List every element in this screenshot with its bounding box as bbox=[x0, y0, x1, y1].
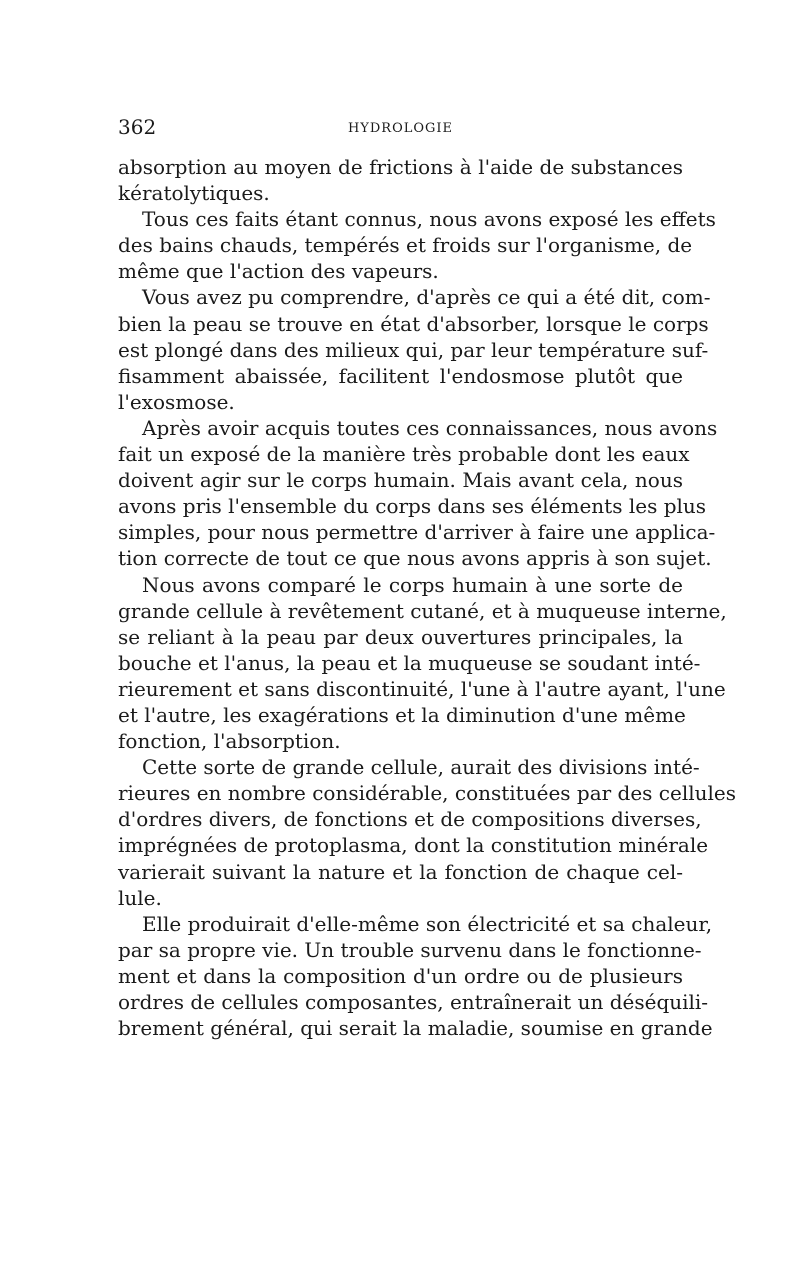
text-line: kératolytiques. bbox=[118, 181, 270, 206]
text-line: par sa propre vie. Un trouble survenu dans le fonctionne- bbox=[118, 937, 702, 962]
text-line: lule. bbox=[118, 885, 162, 910]
text-line: Vous avez pu comprendre, d'après ce qui a été dit, com- bbox=[142, 285, 711, 310]
paragraph bbox=[118, 415, 718, 572]
text-line: se reliant à la peau par deux ouvertures principales, la bbox=[118, 624, 683, 649]
text-line: et l'autre, les exagérations et la diminution d'une même bbox=[118, 702, 686, 727]
text-line: est plongé dans des milieux qui, par leur température suf- bbox=[118, 337, 709, 362]
text-line: fait un exposé de la manière très probable dont les eaux bbox=[118, 442, 690, 467]
paragraph bbox=[118, 754, 737, 911]
text-line: ment et dans la composition d'un ordre ou de plusieurs bbox=[118, 963, 683, 988]
text-line: bien la peau se trouve en état d'absorber, lorsque le corps bbox=[118, 311, 709, 336]
text-line: doivent agir sur le corps humain. Mais avant cela, nous bbox=[118, 468, 683, 493]
paragraph bbox=[118, 206, 716, 284]
text-line: absorption au moyen de frictions à l'aide de substances bbox=[118, 155, 683, 179]
paragraph bbox=[118, 284, 711, 414]
text-line: brement général, qui serait la maladie, soumise en grande bbox=[118, 1016, 713, 1041]
text-line: rieurement et sans discontinuité, l'une à l'autre ayant, l'une bbox=[118, 676, 726, 701]
text-line: l'exosmose. bbox=[118, 389, 235, 414]
paragraph bbox=[118, 572, 727, 755]
text-line: Elle produirait d'elle-même son électricité et sa chaleur, bbox=[142, 911, 713, 936]
text-line: varierait suivant la nature et la fonction de chaque cel- bbox=[118, 859, 683, 884]
text-line: simples, pour nous permettre d'arriver à faire une applica- bbox=[118, 520, 716, 545]
text-line: fonction, l'absorption. bbox=[118, 729, 341, 754]
text-line: grande cellule à revêtement cutané, et à muqueuse interne, bbox=[118, 598, 727, 623]
text-line: Tous ces faits étant connus, nous avons exposé les effets bbox=[142, 207, 716, 232]
text-line: des bains chauds, tempérés et froids sur l'organisme, de bbox=[118, 233, 693, 258]
text-line: Nous avons comparé le corps humain à une sorte de bbox=[142, 572, 683, 597]
text-line: Cette sorte de grande cellule, aurait des divisions inté- bbox=[142, 755, 700, 780]
text-line: tion correcte de tout ce que nous avons appris à son sujet. bbox=[118, 546, 712, 571]
paragraph bbox=[118, 154, 683, 206]
text-line: d'ordres divers, de fonctions et de compositions diverses, bbox=[118, 807, 702, 832]
page-header bbox=[118, 112, 683, 142]
body-text bbox=[118, 154, 737, 1041]
text-line: avons pris l'ensemble du corps dans ses éléments les plus bbox=[118, 494, 707, 519]
text-line: fisamment abaissée, facilitent l'endosmose plutôt que bbox=[118, 363, 683, 388]
paragraph bbox=[118, 911, 713, 1041]
running-head: HYDROLOGIE bbox=[347, 121, 454, 136]
page-number: 362 bbox=[118, 115, 157, 139]
text-line: imprégnées de protoplasma, dont la constitution minérale bbox=[118, 833, 709, 858]
text-line: même que l'action des vapeurs. bbox=[118, 259, 439, 284]
text-line: bouche et l'anus, la peau et la muqueuse se soudant inté- bbox=[118, 650, 701, 675]
text-line: ordres de cellules composantes, entraînerait un déséquili- bbox=[118, 990, 709, 1014]
text-line: Après avoir acquis toutes ces connaissances, nous avons bbox=[142, 415, 718, 440]
text-line: rieures en nombre considérable, constituées par des cellules bbox=[118, 781, 737, 806]
